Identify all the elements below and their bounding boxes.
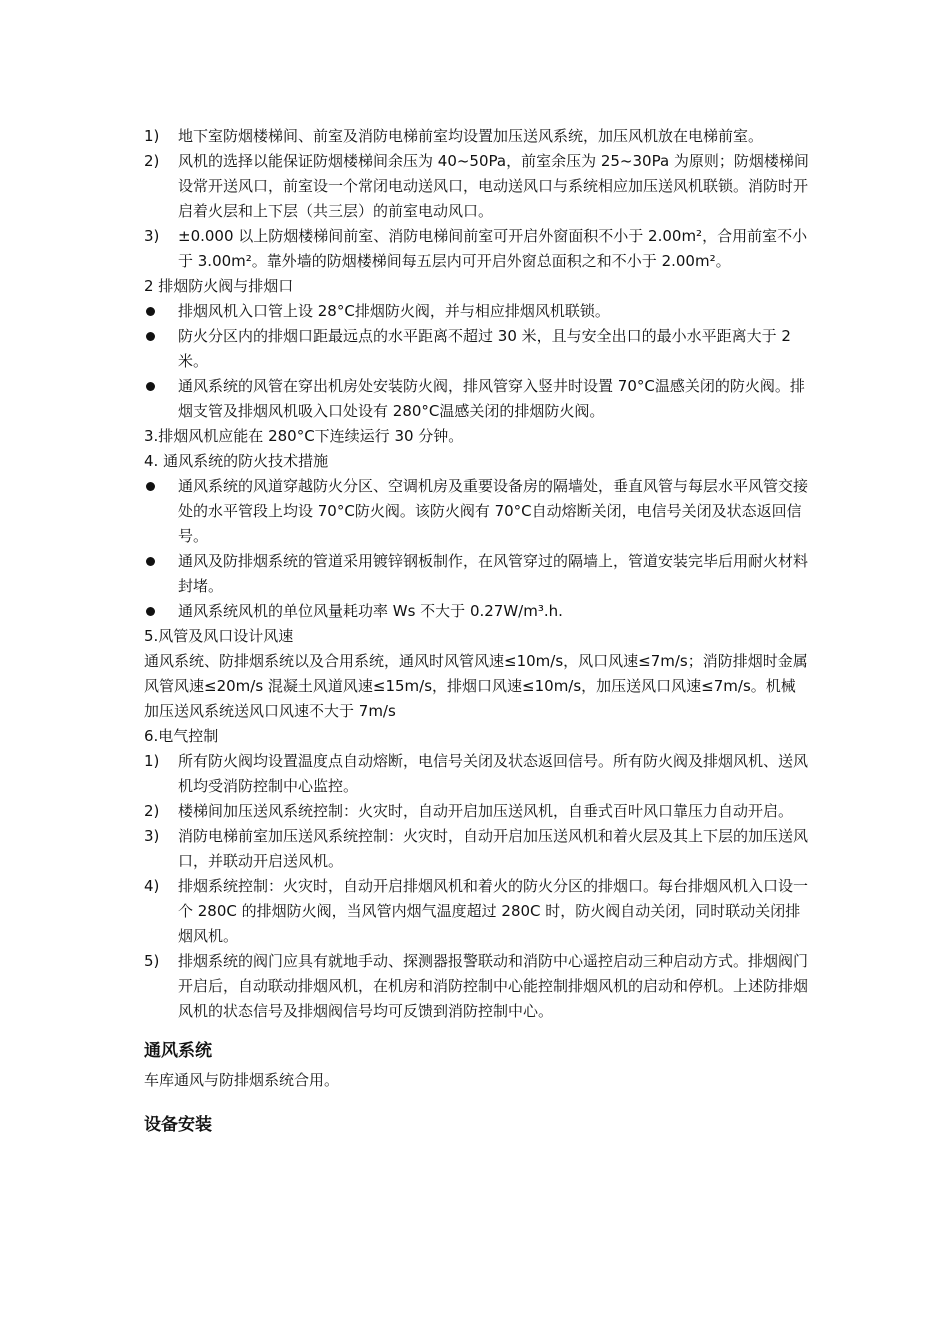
bullet-icon bbox=[146, 382, 155, 391]
list-number: 3) bbox=[144, 827, 160, 845]
document-page bbox=[144, 124, 810, 1138]
section-title: 5.风管及风口设计风速 bbox=[144, 627, 294, 645]
list-number: 2) bbox=[144, 152, 160, 170]
bullet-text: 通风系统风机的单位风量耗功率 Ws 不大于 0.27W/m³.h. bbox=[178, 602, 563, 620]
list-text: 楼梯间加压送风系统控制：火灾时，自动开启加压送风机，自垂式百叶风口靠压力自动开启。 bbox=[178, 802, 794, 820]
bullet-icon bbox=[146, 607, 155, 616]
bullet-item bbox=[144, 599, 810, 624]
list-item bbox=[144, 124, 810, 149]
list-number: 1) bbox=[144, 752, 160, 770]
bullet-text: 通风系统的风管在穿出机房处安装防火阀，排风管穿入竖井时设置 70°C温感关闭的防火阀。排烟支管及排烟风机吸入口处设有 280°C温感关闭的排烟防火阀。 bbox=[178, 377, 805, 420]
bullet-icon bbox=[146, 482, 155, 491]
list-item bbox=[144, 949, 810, 1024]
installation-heading: 设备安装 bbox=[144, 1115, 212, 1135]
list-text: 排烟系统控制：火灾时，自动开启排烟风机和着火的防火分区的排烟口。每台排烟风机入口设一个 280C 的排烟防火阀，当风管内烟气温度超过 280C 时，防火阀自动关闭，同时联动关闭排烟风机。 bbox=[178, 877, 809, 945]
list-number: 3) bbox=[144, 227, 160, 245]
list-text: 所有防火阀均设置温度点自动熔断，电信号关闭及状态返回信号。所有防火阀及排烟风机、送风机均受消防控制中心监控。 bbox=[178, 752, 809, 795]
bullet-text: 通风及防排烟系统的管道采用镀锌钢板制作，在风管穿过的隔墙上，管道安装完毕后用耐火材料封堵。 bbox=[178, 552, 809, 595]
section-title: 2 排烟防火阀与排烟口 bbox=[144, 277, 294, 295]
list-text: 风机的选择以能保证防烟楼梯间余压为 40~50Pa，前室余压为 25~30Pa 为原则；防烟楼梯间设常开送风口，前室设一个常闭电动送风口，电动送风口与系统相应加压送风机联锁。消防时开启着火层和上下层（共三层）的前室电动风口。 bbox=[178, 152, 809, 220]
paragraph: 车库通风与防排烟系统合用。 bbox=[144, 1071, 340, 1089]
bullet-text: 防火分区内的排烟口距最远点的水平距离不超过 30 米，且与安全出口的最小水平距离大于 2 米。 bbox=[178, 327, 791, 370]
bullet-text: 排烟风机入口管上设 28°C排烟防火阀，并与相应排烟风机联锁。 bbox=[178, 302, 610, 320]
list-item bbox=[144, 824, 810, 874]
bullet-icon bbox=[146, 557, 155, 566]
bullet-item bbox=[144, 549, 810, 599]
paragraph: 通风系统、防排烟系统以及合用系统，通风时风管风速≤10m/s，风口风速≤7m/s；消防排烟时金属风管风速≤20m/s 混凝土风道风速≤15m/s，排烟口风速≤10m/s，加压送风口风速≤7m/s。机械加压送风系统送风口风速不大于 7m/s bbox=[144, 652, 808, 720]
section6-list bbox=[144, 749, 810, 1024]
list-item bbox=[144, 749, 810, 799]
bullet-icon bbox=[146, 307, 155, 316]
bullet-text: 通风系统的风道穿越防火分区、空调机房及重要设备房的隔墙处，垂直风管与每层水平风管交接处的水平管段上均设 70°C防火阀。该防火阀有 70°C自动熔断关闭，电信号关闭及状态返回信号。 bbox=[178, 477, 809, 545]
section-title: 3.排烟风机应能在 280°C下连续运行 30 分钟。 bbox=[144, 427, 464, 445]
section-title: 6.电气控制 bbox=[144, 727, 219, 745]
list-item bbox=[144, 149, 810, 224]
list-text: ±0.000 以上防烟楼梯间前室、消防电梯间前室可开启外窗面积不小于 2.00m²，合用前室不小于 3.00m²。靠外墙的防烟楼梯间每五层内可开启外窗总面积之和不小于 2.00m²。 bbox=[178, 227, 808, 270]
bullet-item bbox=[144, 299, 810, 324]
section4-bullets bbox=[144, 474, 810, 624]
list-item bbox=[144, 799, 810, 824]
bullet-item bbox=[144, 474, 810, 549]
list-text: 地下室防烟楼梯间、前室及消防电梯前室均设置加压送风系统，加压风机放在电梯前室。 bbox=[178, 127, 764, 145]
bullet-item bbox=[144, 324, 810, 374]
pressurization-list bbox=[144, 124, 810, 274]
list-number: 4) bbox=[144, 877, 160, 895]
bullet-icon bbox=[146, 332, 155, 341]
list-item bbox=[144, 224, 810, 274]
list-number: 2) bbox=[144, 802, 160, 820]
list-text: 排烟系统的阀门应具有就地手动、探测器报警联动和消防中心遥控启动三种启动方式。排烟阀门开启后，自动联动排烟风机，在机房和消防控制中心能控制排烟风机的启动和停机。上述防排烟风机的状态信号及排烟阀信号均可反馈到消防控制中心。 bbox=[178, 952, 809, 1020]
section2-bullets bbox=[144, 299, 810, 424]
list-number: 5) bbox=[144, 952, 160, 970]
list-item bbox=[144, 874, 810, 949]
bullet-item bbox=[144, 374, 810, 424]
section-title: 4. 通风系统的防火技术措施 bbox=[144, 452, 329, 470]
list-text: 消防电梯前室加压送风系统控制：火灾时，自动开启加压送风机和着火层及其上下层的加压送风口，并联动开启送风机。 bbox=[178, 827, 809, 870]
ventilation-heading: 通风系统 bbox=[144, 1041, 212, 1061]
list-number: 1) bbox=[144, 127, 160, 145]
